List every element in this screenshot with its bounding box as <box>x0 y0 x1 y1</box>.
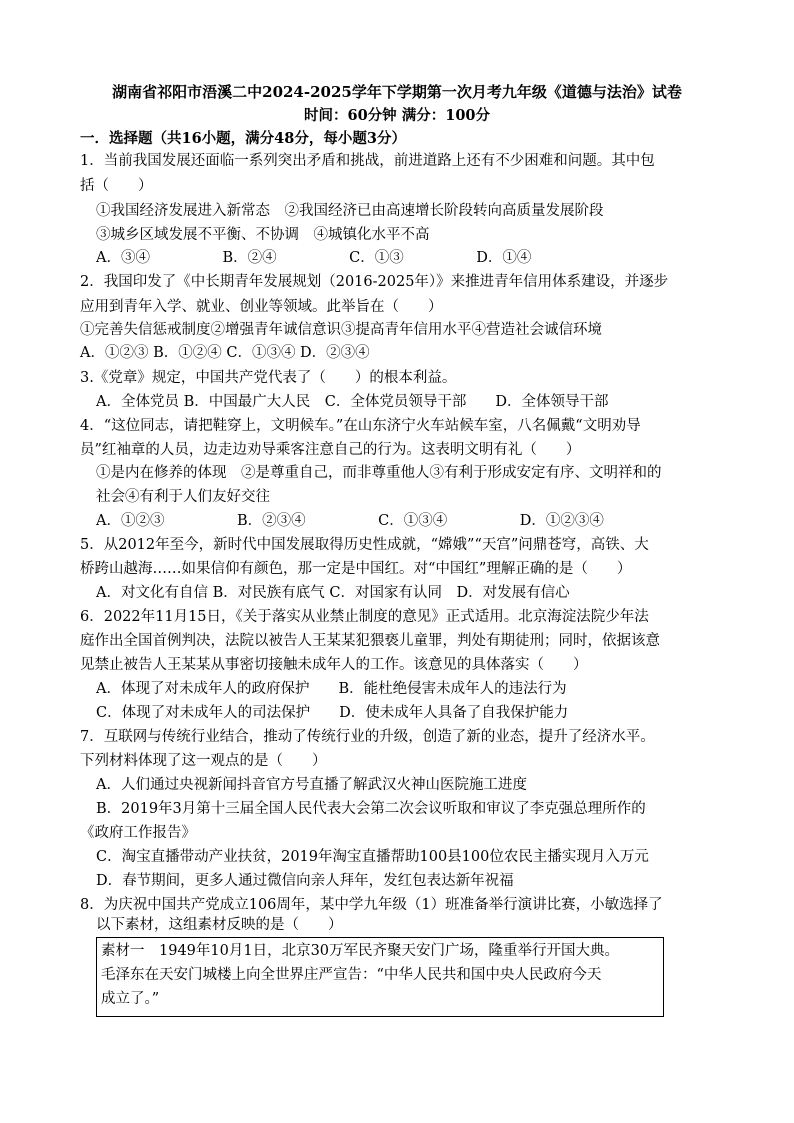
options-line: A．对文化有自信 B．对民族有底气 C．对国家有认同 D．对发展有信心 <box>96 585 570 601</box>
options-line: A．体现了对未成年人的政府保护 B．能杜绝侵害未成年人的违法行为 <box>96 681 567 697</box>
question-line: 下列材料体现了这一观点的是（ ） <box>80 753 327 769</box>
options-line: A．全体党员 B．中国最广大人民 C．全体党员领导干部 D．全体领导干部 <box>96 394 609 410</box>
material-line: 成立了。” <box>101 991 160 1007</box>
options-line: A．①②③ B．①②④ C．①③④ D．②③④ <box>80 345 370 361</box>
section-heading: 一．选择题（共16小题，满分48分，每小题3分） <box>80 130 406 147</box>
question-line: 2．我国印发了《中长期青年发展规划（2016-2025年）》来推进青年信用体系建设，并逐步 <box>80 274 669 290</box>
exam-subtitle: 时间：60分钟 满分：100分 <box>304 107 490 124</box>
question-line: 桥跨山越海……如果信仰有颜色，那一定是中国红。对“中国红”理解正确的是（ ） <box>80 561 632 577</box>
question-line: 庭作出全国首例判决，法院以被告人王某某犯猥亵儿童罪，判处有期徒刑；同时，依据该意 <box>80 633 660 649</box>
question-line: 员”红袖章的人员，边走边劝导乘客注意自己的行为。这表明文明有礼（ ） <box>80 442 581 458</box>
question-line: 3.《党章》规定，中国共产党代表了（ ）的根本利益。 <box>80 370 457 386</box>
question-line: 应用到青年入学、就业、创业等领域。此举旨在（ ） <box>80 299 443 315</box>
statement-line: ①完善失信惩戒制度②增强青年诚信意识③提高青年信用水平④营造社会诚信环境 <box>80 322 602 338</box>
option-d: D．春节期间，更多人通过微信向亲人拜年，发红包表达新年祝福 <box>96 873 514 889</box>
material-line: 毛泽东在天安门城楼上向全世界庄严宣告：“中华人民共和国中央人民政府今天 <box>101 967 602 983</box>
option-b: B．2019年3月第十三届全国人民代表大会第二次会议听取和审议了李克强总理所作的 <box>96 801 646 817</box>
question-line: 见禁止被告人王某某从事密切接触未成年人的工作。该意见的具体落实（ ） <box>80 657 588 673</box>
question-line: 6．2022年11月15日，《关于落实从业禁止制度的意见》正式适用。北京海淀法院少年法 <box>80 609 649 625</box>
question-line: 以下素材，这组素材反映的是（ ） <box>96 917 343 933</box>
question-line: 8．为庆祝中国共产党成立106周年，某中学九年级（1）班准备举行演讲比赛，小敏选择了 <box>80 897 663 913</box>
material-box <box>96 937 664 1017</box>
statement-line: 社会④有利于人们友好交往 <box>96 489 270 505</box>
question-line: 括（ ） <box>80 178 153 194</box>
question-line: 4．“这位同志，请把鞋穿上，文明候车。”在山东济宁火车站候车室，八名佩戴“文明劝导 <box>80 418 641 434</box>
option-b-continued: 《政府工作报告》 <box>80 825 196 841</box>
material-line: 素材一 1949年10月1日，北京30万军民齐聚天安门广场，隆重举行开国大典。 <box>101 943 620 959</box>
statement-line: ③城乡区域发展不平衡、不协调 ④城镇化水平不高 <box>96 227 430 243</box>
statement-line: ①我国经济发展进入新常态 ②我国经济已由高速增长阶段转向高质量发展阶段 <box>96 203 604 219</box>
exam-title: 湖南省祁阳市浯溪二中2024-2025学年下学期第一次月考九年级《道德与法治》试卷 <box>112 83 682 101</box>
statement-line: ①是内在修养的体现 ②是尊重自己，而非尊重他人③有利于形成安定有序、文明祥和的 <box>96 465 662 481</box>
option-a: A．人们通过央视新闻抖音官方号直播了解武汉火神山医院施工进度 <box>96 777 527 793</box>
options-line: A．③④ B．②④ C．①③ D．①④ <box>96 250 532 266</box>
option-c: C．淘宝直播带动产业扶贫，2019年淘宝直播帮助100县100位农民主播实现月入万元 <box>96 849 649 865</box>
options-line: C．体现了对未成年人的司法保护 D．使未成年人具备了自我保护能力 <box>96 705 569 721</box>
options-line: A．①②③ B．②③④ C．①③④ D．①②③④ <box>96 513 604 529</box>
question-line: 7．互联网与传统行业结合，推动了传统行业的升级，创造了新的业态，提升了经济水平。 <box>80 729 655 745</box>
question-line: 1．当前我国发展还面临一系列突出矛盾和挑战，前进道路上还有不少困难和问题。其中包 <box>80 153 655 169</box>
question-line: 5．从2012年至今，新时代中国发展取得历史性成就，“嫦娥”“天宫”问鼎苍穹，高铁、大 <box>80 537 649 553</box>
